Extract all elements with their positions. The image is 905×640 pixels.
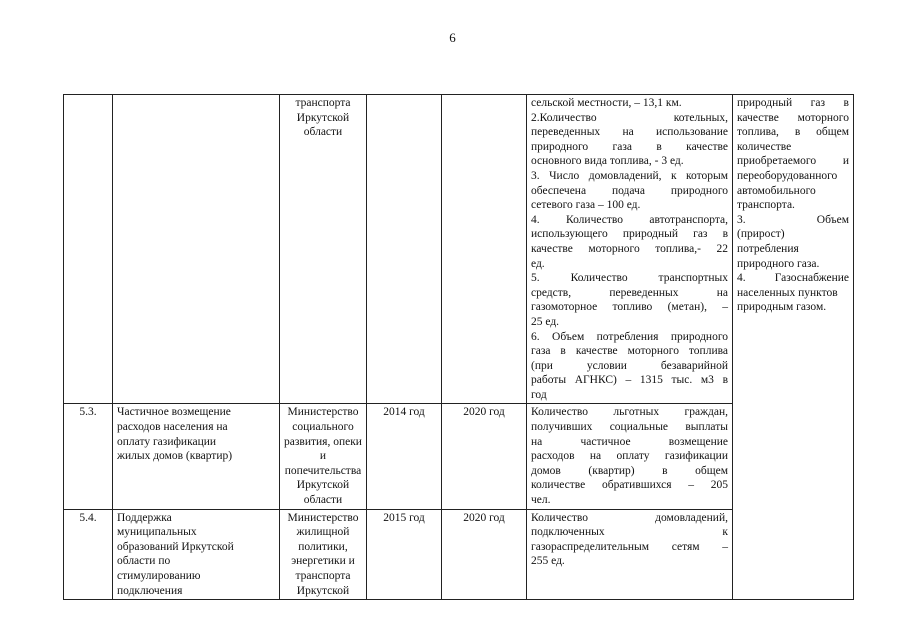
executor-line: энергетики и: [291, 555, 355, 568]
executor-line: Иркутской: [296, 584, 350, 597]
result-line: средств, переведенных на: [531, 286, 728, 299]
event-name-line: образований Иркутской: [117, 540, 234, 553]
result-line: 4. Количество автотранспорта,: [531, 213, 728, 226]
indicator-line: переоборудованного: [737, 169, 838, 182]
cell-event-name: [113, 404, 280, 509]
indicator-line: природного газа.: [737, 257, 820, 270]
result-line: работы АГНКС) – 1315 тыс. м3 в: [531, 374, 728, 387]
result-line: Количество домовладений,: [531, 511, 728, 524]
indicator-line: 4. Газоснабжение: [737, 272, 849, 285]
indicator-line: качестве моторного: [737, 111, 849, 124]
cell-end-year: [442, 95, 527, 404]
program-table: [63, 94, 854, 600]
result-line: сельской местности, – 13,1 км.: [531, 97, 682, 109]
result-line: Количество льготных граждан,: [531, 406, 728, 419]
event-name-line: области по: [117, 555, 171, 568]
executor-line: Иркутской: [296, 479, 350, 492]
cell-expected-result: [527, 404, 733, 509]
indicator-line: (прирост) потребления: [737, 228, 799, 255]
result-line: газа в качестве моторного топлива: [531, 345, 728, 358]
cell-expected-result: [527, 509, 733, 600]
indicator-line: количестве: [737, 140, 792, 153]
result-line: подключенных к: [531, 526, 728, 539]
cell-executor: [280, 404, 367, 509]
result-line: 5. Количество транспортных: [531, 272, 728, 285]
result-line: домов (квартир) в общем: [531, 464, 728, 477]
result-line: качестве моторного топлива,- 22: [531, 242, 728, 255]
executor-line: развития, опеки: [284, 435, 362, 448]
result-line: использующего природный газ в: [531, 228, 728, 241]
event-name-line: Частичное возмещение: [117, 406, 231, 419]
executor-line: социального: [292, 421, 354, 434]
executor-line: Министерство: [287, 511, 359, 524]
event-name-line: жилых домов (квартир): [117, 450, 233, 463]
cell-executor: [280, 509, 367, 600]
result-line: 6. Объем потребления природного: [531, 330, 728, 343]
cell-end-year: 2020 год: [442, 404, 527, 509]
executor-line: Иркутской: [296, 111, 350, 124]
indicator-line: 3. Объем: [737, 213, 849, 226]
result-line: количестве обратившихся – 205: [531, 479, 728, 492]
event-name-line: подключения: [117, 584, 183, 597]
result-line: (при условии безаварийной: [531, 359, 728, 372]
indicator-line: автомобильного: [737, 184, 816, 197]
result-line: 25 ед.: [531, 315, 560, 328]
cell-event-name: [113, 509, 280, 600]
cell-executor: [280, 95, 367, 404]
result-line: газомоторное топливо (метан), –: [531, 301, 728, 314]
indicator-line: топлива, в общем: [737, 126, 849, 139]
indicator-line: транспорта.: [737, 199, 795, 212]
result-line: получивших социальные выплаты: [531, 421, 728, 434]
cell-end-year: 2020 год: [442, 509, 527, 600]
result-line: 3. Число домовладений, к которым: [531, 169, 728, 182]
executor-line: попечительства: [284, 464, 362, 477]
indicator-line: приобретаемого и: [737, 155, 849, 168]
indicator-line: населенных пунктов: [737, 286, 838, 299]
executor-line: политики,: [298, 540, 348, 553]
event-name-line: расходов населения на: [117, 421, 228, 434]
cell-number: 5.4.: [64, 509, 113, 600]
cell-number: [64, 95, 113, 404]
event-name-line: муниципальных: [117, 526, 197, 539]
result-line: расходов на оплату газификации: [531, 450, 728, 463]
executor-line: области: [303, 126, 343, 139]
result-line: чел.: [531, 494, 551, 507]
cell-start-year: 2015 год: [367, 509, 442, 600]
result-line: основного вида топлива, - 3 ед.: [531, 155, 684, 168]
cell-expected-result: [527, 95, 733, 404]
cell-target-indicators: [733, 95, 854, 600]
result-line: переведенных на использование: [531, 126, 728, 139]
executor-line: Министерство: [287, 406, 359, 419]
result-line: год: [531, 388, 547, 401]
table-row-continuation: [64, 95, 854, 404]
cell-event-name: [113, 95, 280, 404]
cell-start-year: 2014 год: [367, 404, 442, 509]
page-number: 6: [449, 30, 456, 45]
result-line: газораспределительным сетям –: [531, 540, 728, 553]
cell-number: 5.3.: [64, 404, 113, 509]
result-line: природного газа в качестве: [531, 140, 728, 153]
event-name-line: оплату газификации: [117, 435, 217, 448]
executor-line: транспорта: [295, 97, 351, 109]
event-name-line: Поддержка: [117, 511, 172, 524]
result-line: 255 ед.: [531, 555, 565, 568]
executor-line: жилищной: [296, 526, 350, 539]
indicator-line: природный газ в: [737, 97, 849, 109]
event-name-line: стимулированию: [117, 570, 201, 582]
executor-line: транспорта: [295, 570, 351, 582]
result-line: 2.Количество котельных,: [531, 111, 728, 124]
result-line: обеспечена подача природного: [531, 184, 728, 197]
executor-line: и: [319, 450, 327, 463]
result-line: сетевого газа – 100 ед.: [531, 199, 641, 212]
result-line: на частичное возмещение: [531, 435, 728, 448]
executor-line: области: [303, 494, 343, 507]
indicator-line: природным газом.: [737, 301, 827, 314]
cell-start-year: [367, 95, 442, 404]
result-line: ед.: [531, 257, 545, 270]
